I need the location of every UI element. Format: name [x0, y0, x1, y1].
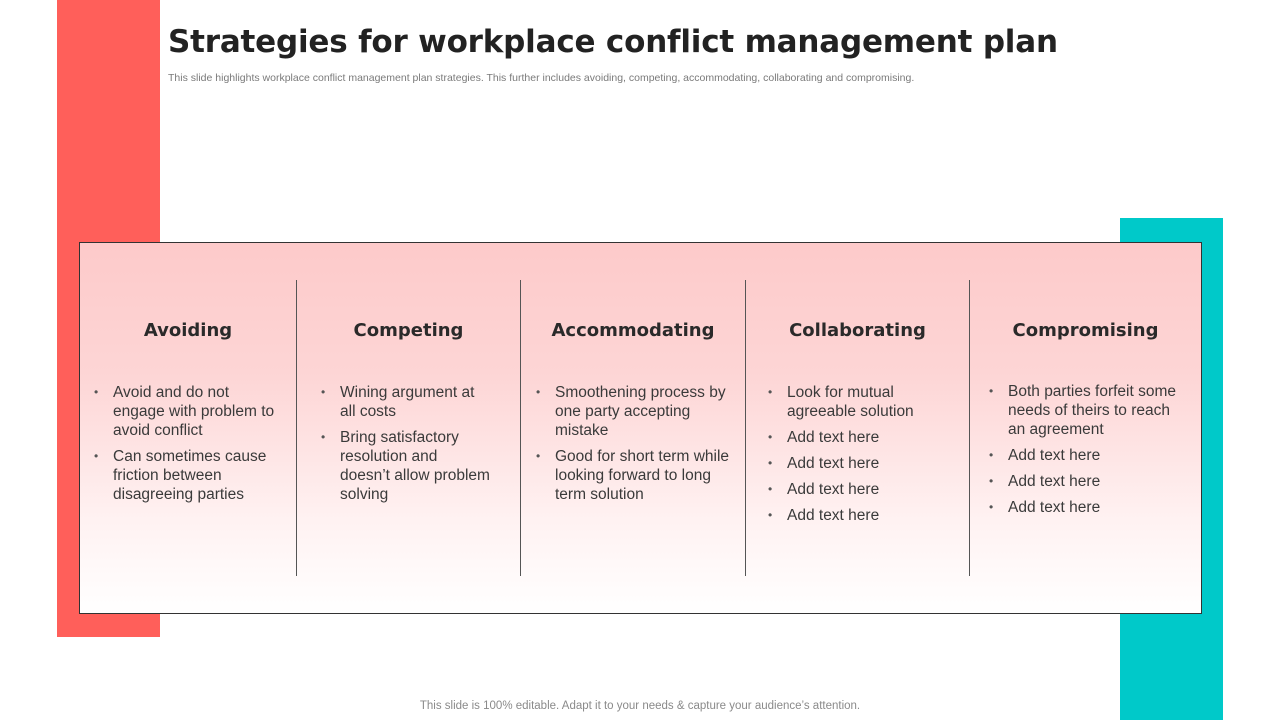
strategy-points [768, 383, 958, 532]
bullet-icon: • [321, 385, 326, 399]
bullet-icon: • [94, 449, 99, 463]
bullet-icon: • [768, 430, 773, 444]
slide-subtitle: This slide highlights workplace conflict management plan strategies. This further includes avoiding, competing, accommodating, collaborating and compromising. [168, 72, 915, 84]
strategy-column-collaborating [746, 243, 969, 613]
strategy-point: • Add text here [768, 507, 880, 524]
strategy-title: Compromising [1012, 320, 1159, 341]
bullet-icon: • [536, 385, 541, 399]
bullet-icon: • [768, 482, 773, 496]
bullet-icon: • [989, 448, 994, 462]
bullet-icon: • [321, 430, 326, 444]
bullet-icon: • [94, 385, 99, 399]
strategy-point: • Add text here [989, 473, 1101, 490]
strategy-point: • Add text here [989, 447, 1101, 464]
strategy-point: • Smoothening process by one party accepting mistake [536, 384, 726, 439]
strategy-point: • Both parties forfeit some needs of theirs to reach an agreement [989, 383, 1176, 438]
strategy-column-competing [297, 243, 520, 613]
strategy-point: • Add text here [989, 499, 1101, 516]
slide-footer: This slide is 100% editable. Adapt it to your needs & capture your audience’s attention. [419, 700, 861, 712]
strategy-title: Accommodating [551, 320, 715, 341]
strategy-point: • Add text here [768, 455, 880, 472]
strategies-panel [79, 242, 1202, 614]
strategy-title: Avoiding [143, 320, 233, 341]
bullet-icon: • [768, 456, 773, 470]
strategy-column-compromising [970, 243, 1201, 613]
bullet-icon: • [989, 500, 994, 514]
strategy-point: • Add text here [768, 429, 880, 446]
strategy-point: • Bring satisfactory resolution and doesn’t allow problem solving [321, 429, 490, 503]
strategy-title: Collaborating [789, 320, 926, 341]
strategy-column-accommodating [521, 243, 745, 613]
strategy-points [536, 383, 736, 511]
strategy-point: • Avoid and do not engage with problem to avoid conflict [94, 384, 275, 439]
strategy-point: • Look for mutual agreeable solution [768, 384, 914, 420]
strategy-point: • Add text here [768, 481, 880, 498]
strategy-points [321, 383, 491, 511]
slide-title: Strategies for workplace conflict management plan [168, 24, 1058, 60]
strategy-point: • Can sometimes cause friction between disagreeing parties [94, 448, 267, 503]
bullet-icon: • [536, 449, 541, 463]
strategy-title: Competing [353, 320, 464, 341]
strategy-point: • Good for short term while looking forward to long term solution [536, 448, 730, 503]
strategy-column-avoiding [80, 243, 296, 613]
strategy-points [94, 383, 284, 511]
bullet-icon: • [768, 508, 773, 522]
bullet-icon: • [989, 474, 994, 488]
strategy-points [989, 382, 1189, 524]
bullet-icon: • [768, 385, 773, 399]
bullet-icon: • [989, 384, 994, 398]
strategy-point: • Wining argument at all costs [321, 384, 475, 420]
